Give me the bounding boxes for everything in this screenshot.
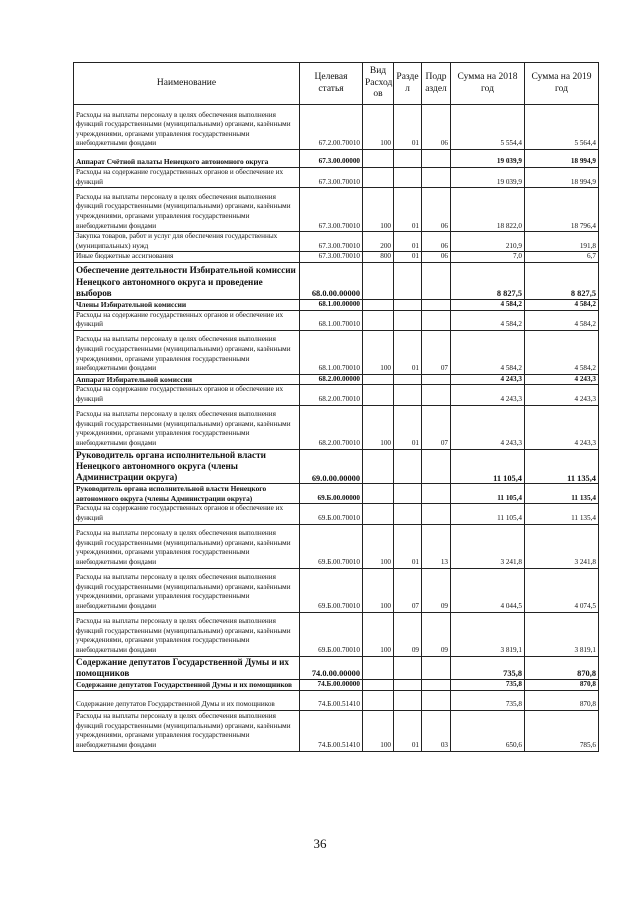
table-row	[74, 188, 599, 232]
row-sum-2019-cell: 191,8	[525, 232, 599, 252]
table-row	[74, 262, 599, 299]
row-name-cell: Аппарат Избирательной комиссии	[74, 374, 300, 385]
row-podrazdel-cell: 03	[422, 710, 451, 751]
table-row	[74, 385, 599, 405]
row-podrazdel-cell	[422, 374, 451, 385]
row-razdel-cell	[394, 310, 422, 330]
row-sum-2019-cell: 18 796,4	[525, 188, 599, 232]
row-podrazdel-cell	[422, 310, 451, 330]
row-razdel-cell	[394, 385, 422, 405]
row-name-cell: Расходы на выплаты персоналу в целях обеспечения выполнения функций государственными (муниципальными) органами, казёнными учреждениями, органами управления государственными внебюджетными фондами	[74, 568, 300, 612]
row-name-cell: Расходы на выплаты персоналу в целях обеспечения выполнения функций государственными (муниципальными) органами, казёнными учреждениями, органами управления государственными внебюджетными фондами	[74, 105, 300, 150]
row-code-cell: 68.2.00.70010	[300, 385, 363, 405]
row-podrazdel-cell: 09	[422, 612, 451, 656]
row-code-cell: 67.3.00.70010	[300, 168, 363, 188]
row-name-cell: Руководитель органа исполнительной власти Ненецкого автономного округа (члены Администрации округа)	[74, 484, 300, 504]
row-sum-2018-cell: 11 105,4	[451, 484, 525, 504]
row-vid-cell	[363, 150, 394, 168]
table-header-row	[74, 63, 599, 105]
row-razdel-cell: 01	[394, 330, 422, 374]
row-name-cell: Расходы на выплаты персоналу в целях обеспечения выполнения функций государственными (муниципальными) органами, казёнными учреждениями, органами управления государственными внебюджетными фондами	[74, 330, 300, 374]
row-vid-cell: 800	[363, 252, 394, 263]
row-code-cell: 67.3.00.00000	[300, 150, 363, 168]
row-name-cell: Содержание депутатов Государственной Думы и их помощников	[74, 679, 300, 690]
row-code-cell: 68.0.00.00000	[300, 262, 363, 299]
row-sum-2018-cell: 19 039,9	[451, 168, 525, 188]
row-vid-cell: 100	[363, 330, 394, 374]
row-name-cell: Расходы на содержание государственных органов и обеспечение их функций	[74, 168, 300, 188]
row-vid-cell: 100	[363, 612, 394, 656]
row-sum-2018-cell: 735,8	[451, 690, 525, 710]
row-podrazdel-cell	[422, 484, 451, 504]
row-sum-2018-cell: 4 243,3	[451, 374, 525, 385]
row-sum-2019-cell: 4 584,2	[525, 299, 599, 310]
row-sum-2019-cell: 11 135,4	[525, 504, 599, 524]
row-vid-cell	[363, 299, 394, 310]
table-row	[74, 299, 599, 310]
row-code-cell: 74.Б.00.51410	[300, 710, 363, 751]
row-podrazdel-cell	[422, 449, 451, 484]
row-code-cell: 68.2.00.70010	[300, 405, 363, 449]
row-sum-2019-cell: 785,6	[525, 710, 599, 751]
row-podrazdel-cell: 09	[422, 568, 451, 612]
row-vid-cell	[363, 168, 394, 188]
row-sum-2018-cell: 3 819,1	[451, 612, 525, 656]
row-vid-cell: 100	[363, 710, 394, 751]
row-vid-cell	[363, 690, 394, 710]
row-razdel-cell: 01	[394, 405, 422, 449]
row-sum-2018-cell: 19 039,9	[451, 150, 525, 168]
row-sum-2019-cell: 4 074,5	[525, 568, 599, 612]
table-row	[74, 310, 599, 330]
row-code-cell: 69.0.00.00000	[300, 449, 363, 484]
row-sum-2019-cell: 3 241,8	[525, 524, 599, 568]
row-name-cell: Содержание депутатов Государственной Думы и их помощников	[74, 690, 300, 710]
row-name-cell: Расходы на выплаты персоналу в целях обеспечения выполнения функций государственными (муниципальными) органами, казёнными учреждениями, органами управления государственными внебюджетными фондами	[74, 612, 300, 656]
row-razdel-cell: 01	[394, 524, 422, 568]
row-sum-2019-cell: 4 243,3	[525, 385, 599, 405]
row-sum-2018-cell: 7,0	[451, 252, 525, 263]
row-name-cell: Закупка товаров, работ и услуг для обеспечения государственных (муниципальных) нужд	[74, 232, 300, 252]
row-sum-2019-cell: 4 584,2	[525, 330, 599, 374]
row-razdel-cell: 01	[394, 105, 422, 150]
table-row	[74, 656, 599, 679]
budget-table	[73, 62, 599, 752]
row-vid-cell	[363, 656, 394, 679]
row-podrazdel-cell: 06	[422, 188, 451, 232]
row-podrazdel-cell: 06	[422, 105, 451, 150]
row-podrazdel-cell	[422, 679, 451, 690]
table-row	[74, 679, 599, 690]
header-sum-2019: Сумма на 2019 год	[525, 63, 599, 105]
row-podrazdel-cell	[422, 504, 451, 524]
row-podrazdel-cell	[422, 168, 451, 188]
row-razdel-cell: 07	[394, 568, 422, 612]
row-podrazdel-cell	[422, 150, 451, 168]
row-sum-2019-cell: 11 135,4	[525, 484, 599, 504]
row-name-cell: Расходы на выплаты персоналу в целях обеспечения выполнения функций государственными (муниципальными) органами, казёнными учреждениями, органами управления государственными внебюджетными фондами	[74, 524, 300, 568]
row-podrazdel-cell: 13	[422, 524, 451, 568]
row-name-cell: Содержание депутатов Государственной Думы и их помощников	[74, 656, 300, 679]
row-code-cell: 68.1.00.70010	[300, 310, 363, 330]
table-row	[74, 690, 599, 710]
header-razdel: Разде л	[394, 63, 422, 105]
row-razdel-cell: 01	[394, 188, 422, 232]
header-code: Целевая статья	[300, 63, 363, 105]
row-name-cell: Расходы на содержание государственных органов и обеспечение их функций	[74, 504, 300, 524]
row-sum-2019-cell: 11 135,4	[525, 449, 599, 484]
row-sum-2018-cell: 11 105,4	[451, 449, 525, 484]
row-code-cell: 69.Б.00.70010	[300, 568, 363, 612]
row-name-cell: Члены Избирательной комиссии	[74, 299, 300, 310]
row-vid-cell: 100	[363, 105, 394, 150]
row-vid-cell	[363, 374, 394, 385]
row-code-cell: 74.Б.00.51410	[300, 690, 363, 710]
row-sum-2018-cell: 5 554,4	[451, 105, 525, 150]
row-code-cell: 67.2.00.70010	[300, 105, 363, 150]
row-razdel-cell	[394, 504, 422, 524]
row-sum-2018-cell: 4 584,2	[451, 299, 525, 310]
row-sum-2019-cell: 3 819,1	[525, 612, 599, 656]
row-razdel-cell	[394, 449, 422, 484]
row-name-cell: Расходы на выплаты персоналу в целях обеспечения выполнения функций государственными (муниципальными) органами, казёнными учреждениями, органами управления государственными внебюджетными фондами	[74, 188, 300, 232]
row-code-cell: 69.Б.00.00000	[300, 484, 363, 504]
row-vid-cell	[363, 484, 394, 504]
row-sum-2019-cell: 4 243,3	[525, 405, 599, 449]
row-sum-2019-cell: 18 994,9	[525, 168, 599, 188]
row-code-cell: 74.Б.00.00000	[300, 679, 363, 690]
header-sum-2018: Сумма на 2018 год	[451, 63, 525, 105]
row-sum-2019-cell: 4 243,3	[525, 374, 599, 385]
row-razdel-cell	[394, 299, 422, 310]
row-vid-cell: 100	[363, 405, 394, 449]
row-sum-2018-cell: 4 044,5	[451, 568, 525, 612]
row-podrazdel-cell: 07	[422, 405, 451, 449]
row-razdel-cell	[394, 690, 422, 710]
row-podrazdel-cell	[422, 299, 451, 310]
row-sum-2018-cell: 3 241,8	[451, 524, 525, 568]
row-code-cell: 67.3.00.70010	[300, 188, 363, 232]
row-razdel-cell	[394, 374, 422, 385]
row-name-cell: Расходы на содержание государственных органов и обеспечение их функций	[74, 385, 300, 405]
row-code-cell: 69.Б.00.70010	[300, 612, 363, 656]
table-row	[74, 710, 599, 751]
row-razdel-cell	[394, 262, 422, 299]
page-number: 36	[313, 836, 327, 851]
row-vid-cell: 200	[363, 232, 394, 252]
row-razdel-cell	[394, 150, 422, 168]
table-row	[74, 504, 599, 524]
row-razdel-cell	[394, 484, 422, 504]
row-vid-cell	[363, 679, 394, 690]
table-row	[74, 168, 599, 188]
table-row	[74, 105, 599, 150]
row-razdel-cell: 01	[394, 252, 422, 263]
row-podrazdel-cell	[422, 656, 451, 679]
row-code-cell: 67.3.00.70010	[300, 232, 363, 252]
table-row	[74, 330, 599, 374]
row-podrazdel-cell	[422, 262, 451, 299]
row-sum-2019-cell: 870,8	[525, 679, 599, 690]
row-sum-2018-cell: 8 827,5	[451, 262, 525, 299]
table-body	[74, 105, 599, 752]
table-row	[74, 612, 599, 656]
header-vid: Вид Расход ов	[363, 63, 394, 105]
row-razdel-cell: 01	[394, 710, 422, 751]
row-podrazdel-cell	[422, 690, 451, 710]
row-vid-cell: 100	[363, 524, 394, 568]
row-sum-2019-cell: 6,7	[525, 252, 599, 263]
row-vid-cell	[363, 449, 394, 484]
table-row	[74, 405, 599, 449]
row-razdel-cell	[394, 656, 422, 679]
row-code-cell: 68.2.00.00000	[300, 374, 363, 385]
row-sum-2018-cell: 4 584,2	[451, 330, 525, 374]
row-sum-2019-cell: 5 564,4	[525, 105, 599, 150]
row-vid-cell	[363, 504, 394, 524]
row-razdel-cell	[394, 679, 422, 690]
row-sum-2018-cell: 11 105,4	[451, 504, 525, 524]
row-sum-2018-cell: 4 584,2	[451, 310, 525, 330]
row-name-cell: Расходы на содержание государственных органов и обеспечение их функций	[74, 310, 300, 330]
row-sum-2019-cell: 18 994,9	[525, 150, 599, 168]
row-vid-cell	[363, 385, 394, 405]
row-code-cell: 74.0.00.00000	[300, 656, 363, 679]
row-sum-2018-cell: 650,6	[451, 710, 525, 751]
row-sum-2019-cell: 870,8	[525, 690, 599, 710]
table-row	[74, 568, 599, 612]
row-sum-2018-cell: 4 243,3	[451, 405, 525, 449]
table-row	[74, 449, 599, 484]
row-sum-2019-cell: 870,8	[525, 656, 599, 679]
table-row	[74, 252, 599, 263]
row-vid-cell	[363, 262, 394, 299]
row-vid-cell: 100	[363, 568, 394, 612]
header-name: Наименование	[74, 63, 300, 105]
table-row	[74, 374, 599, 385]
row-sum-2018-cell: 4 243,3	[451, 385, 525, 405]
table-row	[74, 232, 599, 252]
table-row	[74, 484, 599, 504]
row-vid-cell	[363, 310, 394, 330]
row-name-cell: Расходы на выплаты персоналу в целях обеспечения выполнения функций государственными (муниципальными) органами, казёнными учреждениями, органами управления государственными внебюджетными фондами	[74, 405, 300, 449]
row-name-cell: Иные бюджетные ассигнования	[74, 252, 300, 263]
row-sum-2018-cell: 210,9	[451, 232, 525, 252]
row-code-cell: 67.3.00.70010	[300, 252, 363, 263]
table-row	[74, 524, 599, 568]
header-podrazdel: Подр аздел	[422, 63, 451, 105]
row-sum-2019-cell: 8 827,5	[525, 262, 599, 299]
row-sum-2018-cell: 735,8	[451, 679, 525, 690]
row-sum-2018-cell: 735,8	[451, 656, 525, 679]
row-podrazdel-cell: 07	[422, 330, 451, 374]
row-razdel-cell: 01	[394, 232, 422, 252]
row-sum-2018-cell: 18 822,0	[451, 188, 525, 232]
row-name-cell: Расходы на выплаты персоналу в целях обеспечения выполнения функций государственными (муниципальными) органами, казёнными учреждениями, органами управления государственными внебюджетными фондами	[74, 710, 300, 751]
row-code-cell: 68.1.00.00000	[300, 299, 363, 310]
row-podrazdel-cell: 06	[422, 232, 451, 252]
row-podrazdel-cell	[422, 385, 451, 405]
row-razdel-cell	[394, 168, 422, 188]
row-podrazdel-cell: 06	[422, 252, 451, 263]
row-vid-cell: 100	[363, 188, 394, 232]
row-name-cell: Аппарат Счётной палаты Ненецкого автономного округа	[74, 150, 300, 168]
row-name-cell: Обеспечение деятельности Избирательной комиссии Ненецкого автономного округа и проведение выборов	[74, 262, 300, 299]
row-code-cell: 69.Б.00.70010	[300, 504, 363, 524]
row-sum-2019-cell: 4 584,2	[525, 310, 599, 330]
row-name-cell: Руководитель органа исполнительной власти Ненецкого автономного округа (члены Администрации округа)	[74, 449, 300, 484]
row-code-cell: 69.Б.00.70010	[300, 524, 363, 568]
table-row	[74, 150, 599, 168]
row-razdel-cell: 09	[394, 612, 422, 656]
row-code-cell: 68.1.00.70010	[300, 330, 363, 374]
